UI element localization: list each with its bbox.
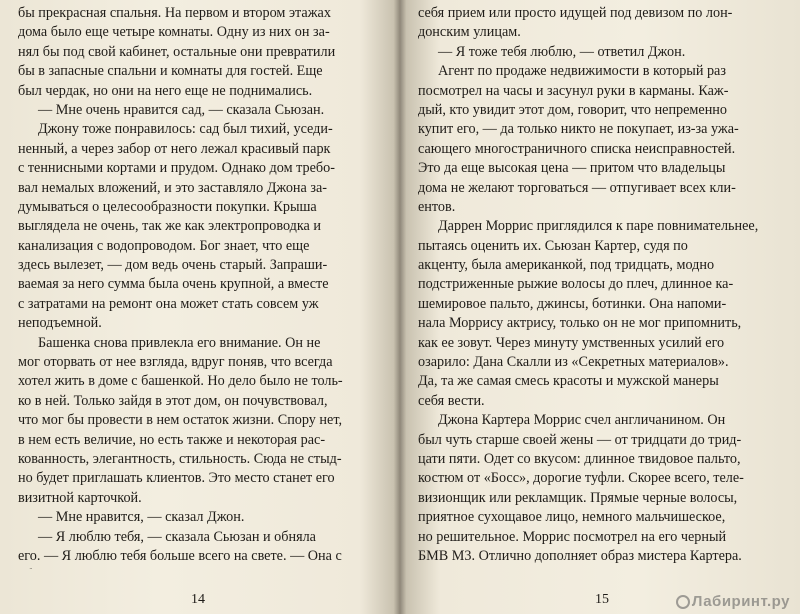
text-line: акценту, была американкой, под тридцать, модно (418, 257, 715, 274)
text-line: — Я тоже тебя люблю, — ответил Джон. (438, 43, 686, 60)
text-line: Агент по продаже недвижимости в который раз (438, 63, 726, 80)
text-line: Даррен Моррис приглядился к паре повнимательнее, (438, 218, 759, 235)
labirint-logo-icon (676, 595, 690, 609)
right-page-number: 15 (595, 592, 609, 607)
text-line: хотел жить в доме с башенкой. Но дело было не толь- (18, 373, 343, 390)
text-line: но будет приглашать клиентов. Это место станет его (18, 470, 335, 487)
text-line: как ее зовут. Через минуту умственных усилий его (418, 334, 725, 351)
text-line: думываться о целесообразности покупки. Крыша (18, 198, 317, 215)
left-page-text (18, 4, 382, 569)
text-line: Джону тоже понравилось: сад был тихий, уседи- (38, 121, 333, 138)
text-line: — Мне нравится, — сказал Джон. (38, 509, 245, 526)
text-line: пытаясь оценить их. Сьюзан Картер, судя по (418, 237, 688, 254)
right-page (404, 0, 800, 614)
text-line: себя вести. (418, 392, 485, 409)
text-line: ентов. (418, 198, 456, 215)
text-line: дый, кто увидит этот дом, говорит, что непременно (418, 101, 727, 118)
text-line: с затратами на ремонт она может стать совсем уж (18, 295, 319, 312)
text-line: костюм от «Босс», дорогие туфли. Скорее всего, теле- (418, 470, 744, 487)
text-line: — Я люблю тебя, — сказала Сьюзан и обняла (38, 528, 316, 545)
text-line: нала Моррису актрису, только он не мог припомнить, (418, 315, 742, 332)
text-line: с теннисными кортами и прудом. Однако дом требо- (18, 160, 335, 177)
text-line: визионщик или рекламщик. Прямые черные волосы, (418, 489, 738, 506)
text-line: донским улицам. (418, 24, 521, 41)
text-line: шемировое пальто, джинсы, ботинки. Она напоми- (418, 295, 727, 312)
text-line: здесь вылезет, — дом ведь очень старый. Запраши- (18, 257, 328, 274)
text-line: ко в ней. Только зайдя в этот дом, он почувствовал, (18, 392, 328, 409)
text-line: выглядела не очень, так же как электропроводка и (18, 218, 321, 235)
text-line: ненный, а через забор от него лежал красивый парк (18, 140, 331, 157)
text-line: вал немалых вложений, и это заставляло Джона за- (18, 179, 327, 196)
text-line: Джона Картера Моррис счел англичанином. Он (438, 412, 726, 429)
left-page (0, 0, 396, 614)
watermark-text: Лабиринт.ру (691, 593, 790, 610)
text-line: посмотрел на часы и засунул руки в карманы. Каж- (418, 82, 729, 99)
text-line: но решительное. Моррис посмотрел на его черный (418, 528, 727, 545)
text-line: визитной карточкой. (18, 489, 142, 506)
text-line: канализация с водопроводом. Бог знает, что еще (18, 237, 310, 254)
text-line: сающего многостраничного списка неисправностей. (418, 140, 736, 157)
text-line: приятное сухощавое лицо, немного мальчишеское, (418, 509, 726, 526)
text-line: в нем есть величие, но есть также и некоторая рас- (18, 431, 326, 448)
text-line: БМВ М3. Отлично дополняет образ мистера Картера. (418, 547, 742, 564)
text-line: дома было еще четыре комнаты. Одну из них он за- (18, 24, 330, 41)
text-line: цати пяти. Одет со вкусом: длинное твидовое пальто, (418, 450, 741, 467)
text-line: подстриженные рыжие волосы до плеч, длинное ка- (418, 276, 734, 293)
text-line (418, 566, 782, 569)
text-line: нял бы под свой кабинет, остальные они превратили (18, 43, 336, 60)
text-line: Да, та же самая смесь красоты и мужской манеры (418, 373, 719, 390)
text-line: себя прием или просто идущей под девизом по лон- (418, 5, 733, 21)
text-line: дома не желают торговаться — отпугивает всех кли- (418, 179, 736, 196)
text-line: ваемая за него сумма была очень крупной, а вместе (18, 276, 329, 293)
text-line: бы прекрасная спальня. На первом и втором этажах (18, 5, 331, 21)
left-page-number: 14 (191, 592, 205, 607)
text-line: неподъемной. (18, 315, 102, 332)
text-line: озарило: Дана Скалли из «Секретных материалов». (418, 354, 729, 371)
text-line: Башенка снова привлекла его внимание. Он не (38, 334, 321, 351)
text-line: был чердак, но они на него еще не поднимались. (18, 82, 313, 99)
text-line: Это да еще высокая цена — притом что владельцы (418, 160, 726, 177)
text-line (18, 566, 382, 569)
text-line: был чуть старше своей жены — от тридцати до трид- (418, 431, 742, 448)
text-line: кованность, элегантность, стильность. Сюда не стыд- (18, 450, 342, 467)
text-line: его. — Я люблю тебя больше всего на свете. — Она с (18, 547, 342, 564)
text-line: бы в запасные спальни и комнаты для гостей. Еще (18, 63, 323, 80)
right-page-text (418, 4, 782, 569)
text-line: что мог бы провести в нем остаток жизни. Спору нет, (18, 412, 343, 429)
watermark-logo (676, 593, 790, 610)
text-line: — Мне очень нравится сад, — сказала Сьюзан. (38, 101, 325, 118)
text-line: купит его, — да только никто не покупает, из-за ужа- (418, 121, 739, 138)
text-line: мог оторвать от нее взгляда, вдруг поняв, что всегда (18, 354, 333, 371)
